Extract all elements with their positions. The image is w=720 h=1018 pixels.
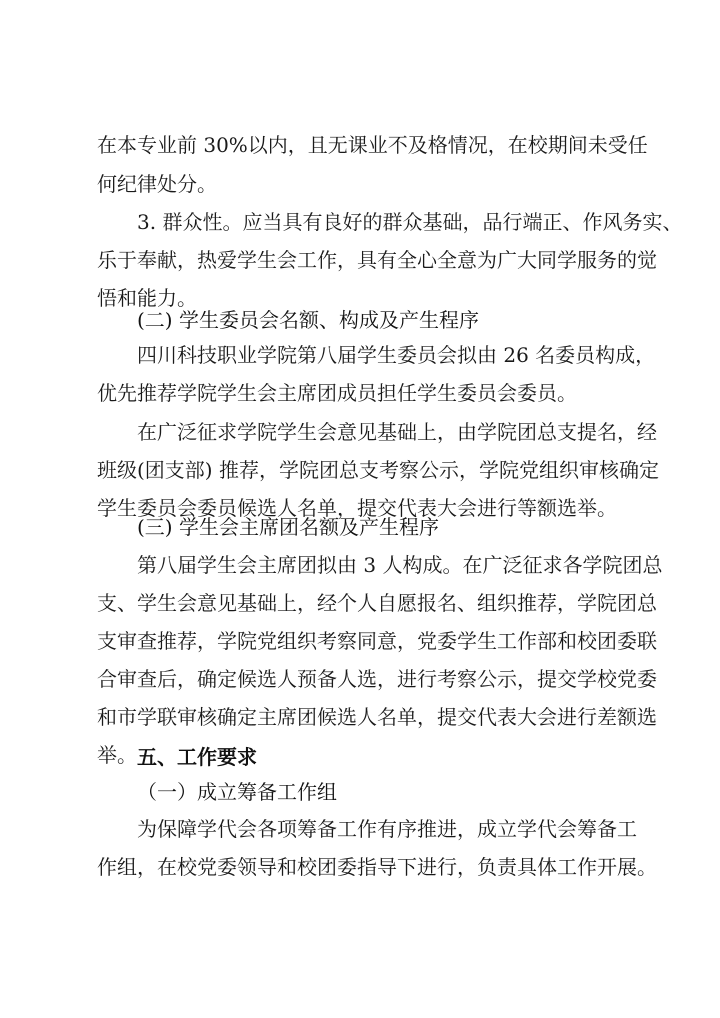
section-subheading-3: (三) 学生会主席团名额及产生程序 — [137, 515, 439, 539]
text-line-7: 四川科技职业学院第八届学生委员会拟由 26 名委员构成， — [137, 343, 656, 367]
section-subheading-5-1: （一）成立筹备工作组 — [137, 780, 337, 804]
text-line-14: 支、学生会意见基础上，经个人自愿报名、组织推荐，学院团总 — [97, 591, 657, 615]
text-line-4: 乐于奉献，热爱学生会工作，具有全心全意为广大同学服务的觉 — [97, 248, 657, 272]
section-subheading-2: (二) 学生委员会名额、构成及产生程序 — [137, 308, 479, 332]
text-line-18: 举。 — [97, 743, 137, 767]
text-line-15: 支审查推荐，学院党组织考察同意，党委学生工作部和校团委联 — [97, 629, 657, 653]
text-line-3: 3. 群众性。应当具有良好的群众基础，品行端正、作风务实、 — [137, 210, 683, 234]
text-line-21: 为保障学代会各项筹备工作有序推进，成立学代会筹备工 — [137, 817, 637, 841]
text-line-17: 和市学联审核确定主席团候选人名单，提交代表大会进行差额选 — [97, 705, 657, 729]
text-line-5: 悟和能力。 — [97, 286, 197, 310]
text-line-11: 学生委员会委员候选人名单，提交代表大会进行等额选举。 — [97, 496, 617, 520]
text-line-2: 何纪律处分。 — [97, 172, 217, 196]
text-line-13: 第八届学生会主席团拟由 3 人构成。在广泛征求各学院团总 — [137, 553, 663, 577]
section-heading-5: 五、工作要求 — [137, 745, 257, 769]
text-line-10: 班级(团支部) 推荐，学院团总支考察公示，学院党组织审核确定 — [97, 458, 659, 482]
text-line-22: 作组，在校党委领导和校团委指导下进行，负责具体工作开展。 — [97, 855, 657, 879]
text-line-8: 优先推荐学院学生会主席团成员担任学生委员会委员。 — [97, 381, 577, 405]
text-line-1: 在本专业前 30%以内，且无课业不及格情况，在校期间未受任 — [97, 133, 648, 157]
text-line-16: 合审查后，确定候选人预备人选，进行考察公示，提交学校党委 — [97, 667, 657, 691]
text-line-9: 在广泛征求学院学生会意见基础上，由学院团总支提名，经 — [137, 420, 657, 444]
